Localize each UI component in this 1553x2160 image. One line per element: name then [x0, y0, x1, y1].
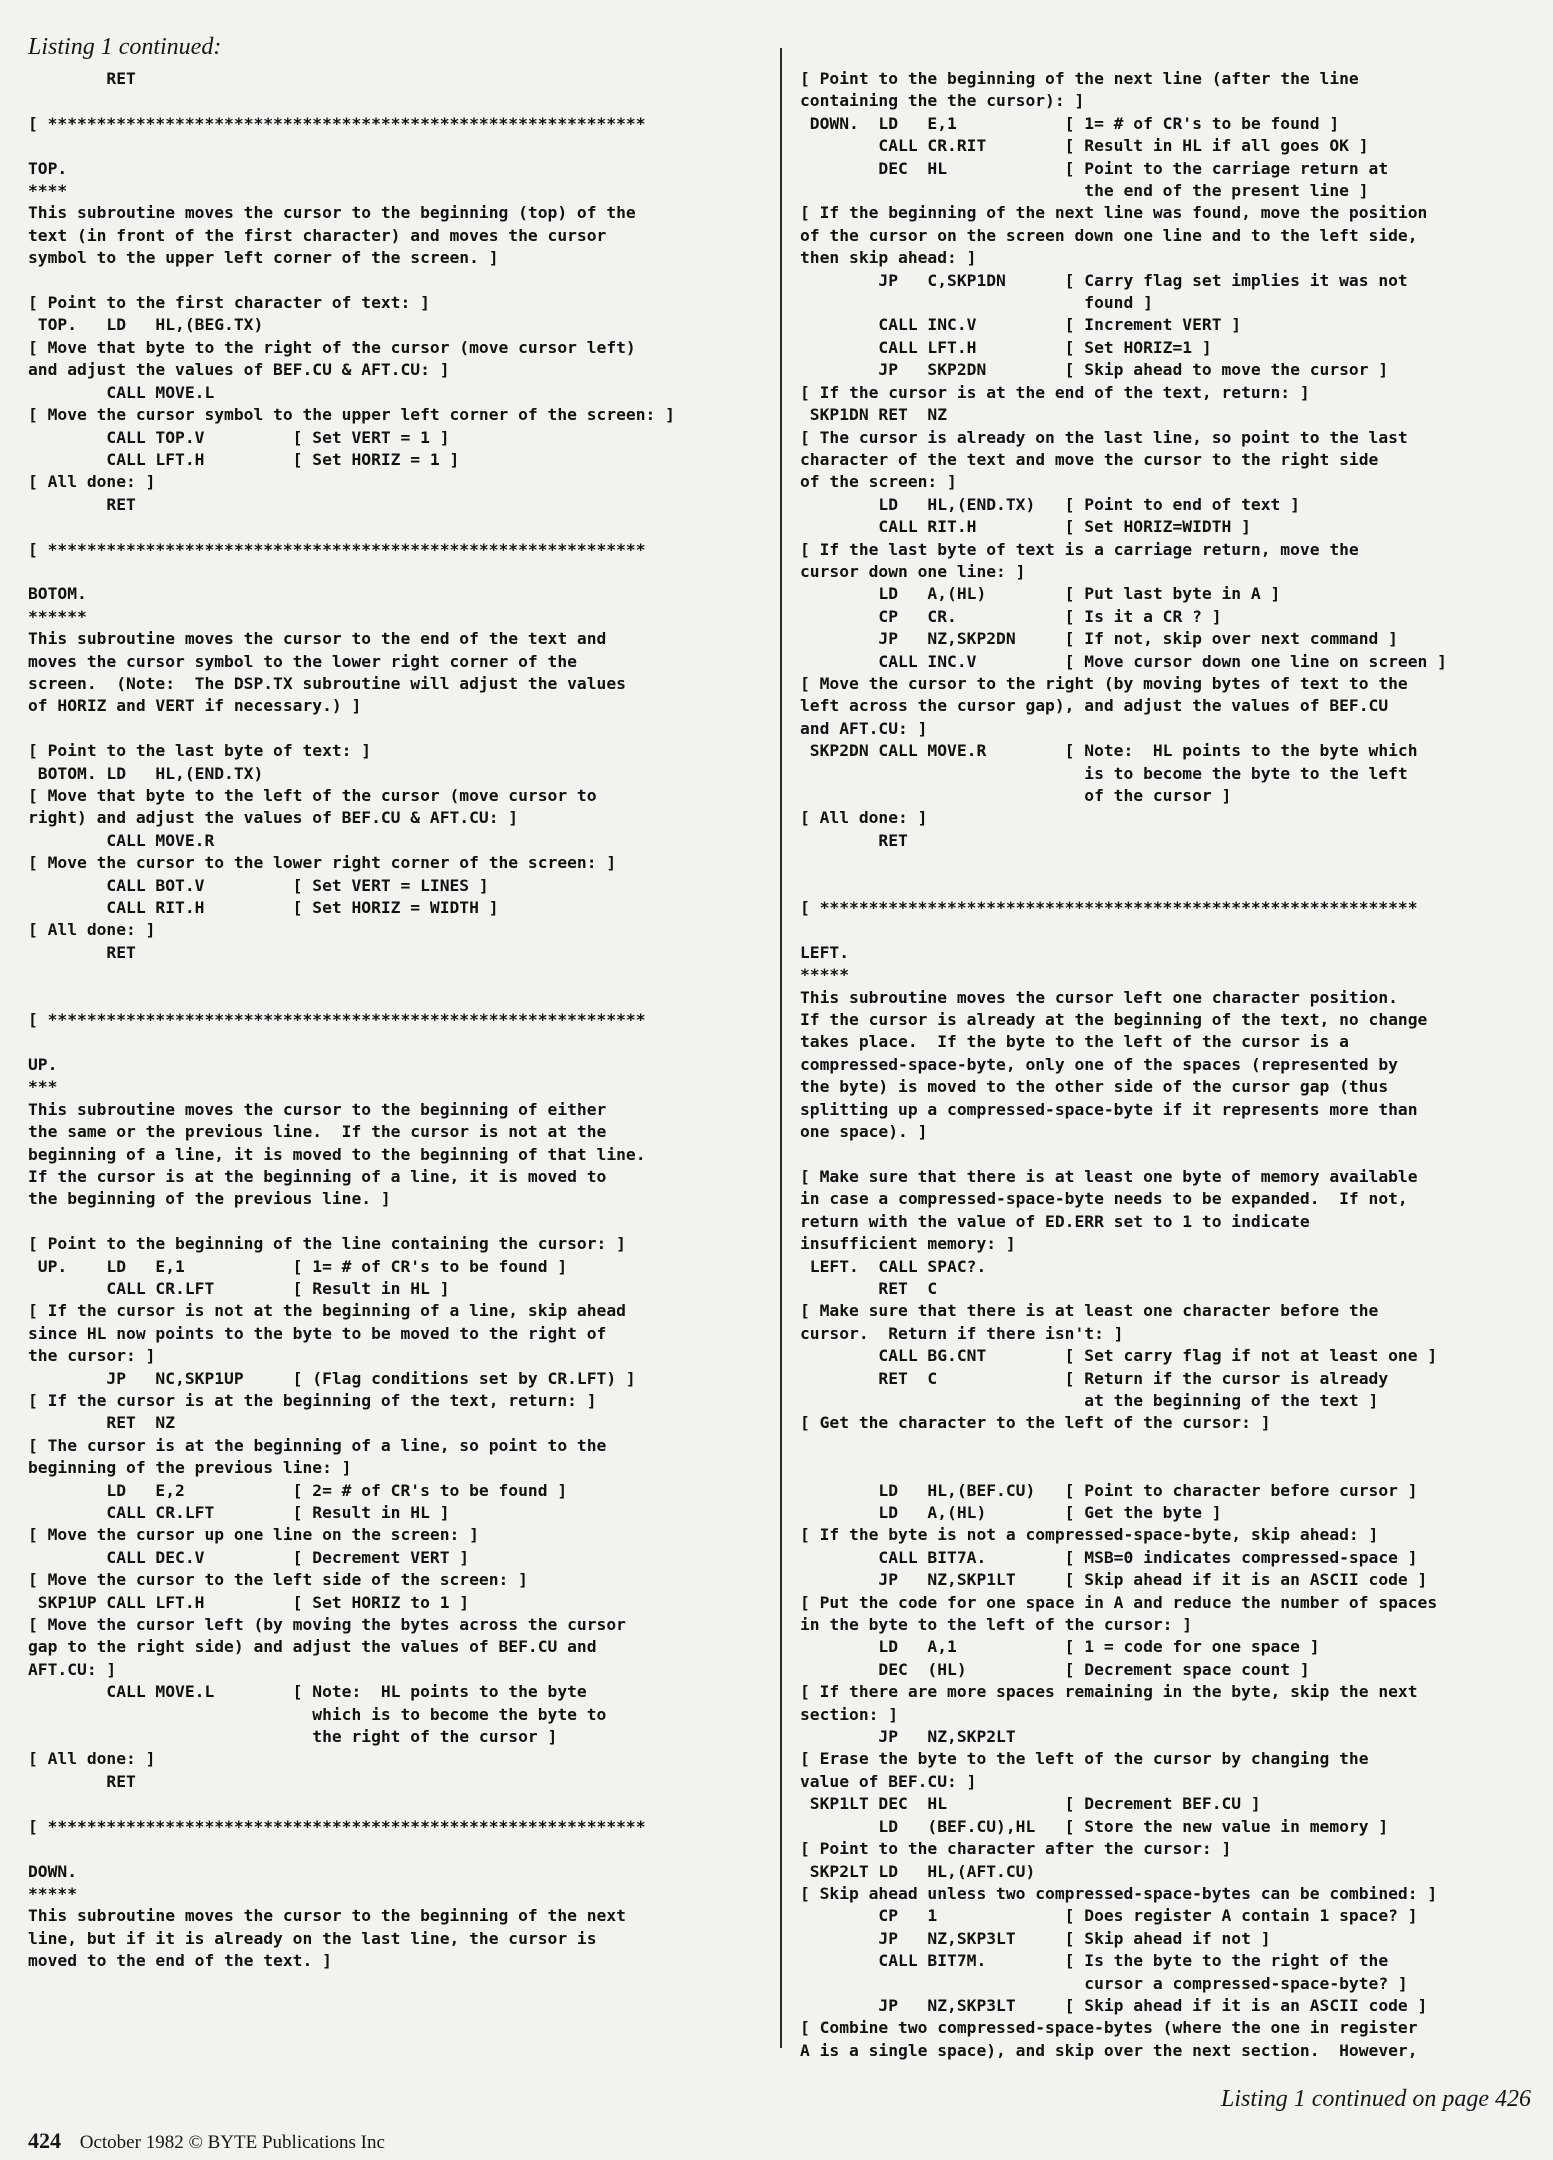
column-divider [780, 48, 782, 2048]
publication-credit: October 1982 © BYTE Publications Inc [79, 2132, 385, 2153]
page-number: 424 [28, 2128, 61, 2153]
code-listing-left-column: RET [ ************************************************************* TOP. **** This subroutine moves the cursor to the beginning (top) of the text (in front of the first character) and moves the cursor symbol to the upper left corner of the screen. ] [ Point to the first character of text: ] TOP. LD HL,(BEG.TX) [ Move that byte to the right of the cursor (move cursor left) and adjust the values of BEF.CU & AFT.CU: ] CALL MOVE.L [ Move the cursor symbol to the upper left corner of the screen: ] CALL TOP.V [ Set VERT = 1 ] CALL LFT.H [ Set HORIZ = 1 ] [ All done: ] RET [ ************************************************************* BOTOM. ****** This subroutine moves the cursor to the end of the text and moves the cursor symbol to the lower right corner of the screen. (Note: The DSP.TX subroutine will adjust the values of HORIZ and VERT if necessary.) ] [ Point to the last byte of text: ] BOTOM. LD HL,(END.TX) [ Move that byte to the left of the cursor (move cursor to right) and adjust the values of BEF.CU & AFT.CU: ] CALL MOVE.R [ Move the cursor to the lower right corner of the screen: ] CALL BOT.V [ Set VERT = LINES ] CALL RIT.H [ Set HORIZ = WIDTH ] [ All done: ] RET [ ************************************************************* UP. *** This subroutine moves the cursor to the beginning of either the same or the previous line. If the cursor is not at the beginning of a line, it is moved to the beginning of that line. If the cursor is at the beginning of a line, it is moved to the beginning of the previous line. ] [ Point to the beginning of the line containing the cursor: ] UP. LD E,1 [ 1= # of CR's to be found ] CALL CR.LFT [ Result in HL ] [ If the cursor is not at the beginning of a line, skip ahead since HL now points to the byte to be moved to the right of the cursor: ] JP NC,SKP1UP [ (Flag conditions set by CR.LFT) ] [ If the cursor is at the beginning of the text, return: ] RET NZ [ The cursor is at the beginning of a line, so point to the beginning of the previous line: ] LD E,2 [ 2= # of CR's to be found ] CALL CR.LFT [ Result in HL ] [ Move the cursor up one line on the screen: ] CALL DEC.V [ Decrement VERT ] [ Move the cursor to the left side of the screen: ] SKP1UP CALL LFT.H [ Set HORIZ to 1 ] [ Move the cursor left (by moving the bytes across the cursor gap to the right side) and adjust the values of BEF.CU and AFT.CU: ] CALL MOVE.L [ Note: HL points to the byte which is to become the byte to the right of the cursor ] [ All done: ] RET [ ************************************************************* DOWN. ***** This subroutine moves the cursor to the beginning of the next line, but if it is already on the last line, the cursor is moved to the end of the text. ] [28, 69, 675, 1971]
listing-continued-label: Listing 1 continued: [28, 34, 222, 60]
page-footer [28, 2128, 385, 2154]
continued-on-note: Listing 1 continued on page 426 [1221, 2086, 1531, 2112]
code-listing-right-column: [ Point to the beginning of the next line (after the line containing the the cursor): ] DOWN. LD E,1 [ 1= # of CR's to be found ] CALL CR.RIT [ Result in HL if all goes OK ] DEC HL [ Point to the carriage return at the end of the present line ] [ If the beginning of the next line was found, move the position of the cursor on the screen down one line and to the left side, then skip ahead: ] JP C,SKP1DN [ Carry flag set implies it was not found ] CALL INC.V [ Increment VERT ] CALL LFT.H [ Set HORIZ=1 ] JP SKP2DN [ Skip ahead to move the cursor ] [ If the cursor is at the end of the text, return: ] SKP1DN RET NZ [ The cursor is already on the last line, so point to the last character of the text and move the cursor to the right side of the screen: ] LD HL,(END.TX) [ Point to end of text ] CALL RIT.H [ Set HORIZ=WIDTH ] [ If the last byte of text is a carriage return, move the cursor down one line: ] LD A,(HL) [ Put last byte in A ] CP CR. [ Is it a CR ? ] JP NZ,SKP2DN [ If not, skip over next command ] CALL INC.V [ Move cursor down one line on screen ] [ Move the cursor to the right (by moving bytes of text to the left across the cursor gap), and adjust the values of BEF.CU and AFT.CU: ] SKP2DN CALL MOVE.R [ Note: HL points to the byte which is to become the byte to the left of the cursor ] [ All done: ] RET [ ************************************************************* LEFT. ***** This subroutine moves the cursor left one character position. If the cursor is already at the beginning of the text, no change takes place. If the byte to the left of the cursor is a compressed-space-byte, only one of the spaces (represented by the byte) is moved to the other side of the cursor gap (thus splitting up a compressed-space-byte if it represents more than one space). ] [ Make sure that there is at least one byte of memory available in case a compressed-space-byte needs to be expanded. If not, return with the value of ED.ERR set to 1 to indicate insufficient memory: ] LEFT. CALL SPAC?. RET C [ Make sure that there is at least one character before the cursor. Return if there isn't: ] CALL BG.CNT [ Set carry flag if not at least one ] RET C [ Return if the cursor is already at the beginning of the text ] [ Get the character to the left of the cursor: ] LD HL,(BEF.CU) [ Point to character before cursor ] LD A,(HL) [ Get the byte ] [ If the byte is not a compressed-space-byte, skip ahead: ] CALL BIT7A. [ MSB=0 indicates compressed-space ] JP NZ,SKP1LT [ Skip ahead if it is an ASCII code ] [ Put the code for one space in A and reduce the number of spaces in the byte to the left of the cursor: ] LD A,1 [ 1 = code for one space ] DEC (HL) [ Decrement space count ] [ If there are more spaces remaining in the byte, skip the next section: ] JP NZ,SKP2LT [ Erase the byte to the left of the cursor by changing the value of BEF.CU: ] SKP1LT DEC HL [ Decrement BEF.CU ] LD (BEF.CU),HL [ Store the new value in memory ] [ Point to the character after the cursor: ] SKP2LT LD HL,(AFT.CU) [ Skip ahead unless two compressed-space-bytes can be combined: ] CP 1 [ Does register A contain 1 space? ] JP NZ,SKP3LT [ Skip ahead if not ] CALL BIT7M. [ Is the byte to the right of the cursor a compressed-space-byte? ] JP NZ,SKP3LT [ Skip ahead if it is an ASCII code ] [ Combine two compressed-space-bytes (where the one in register A is a single space), and skip over the next section. However, [800, 69, 1447, 2060]
